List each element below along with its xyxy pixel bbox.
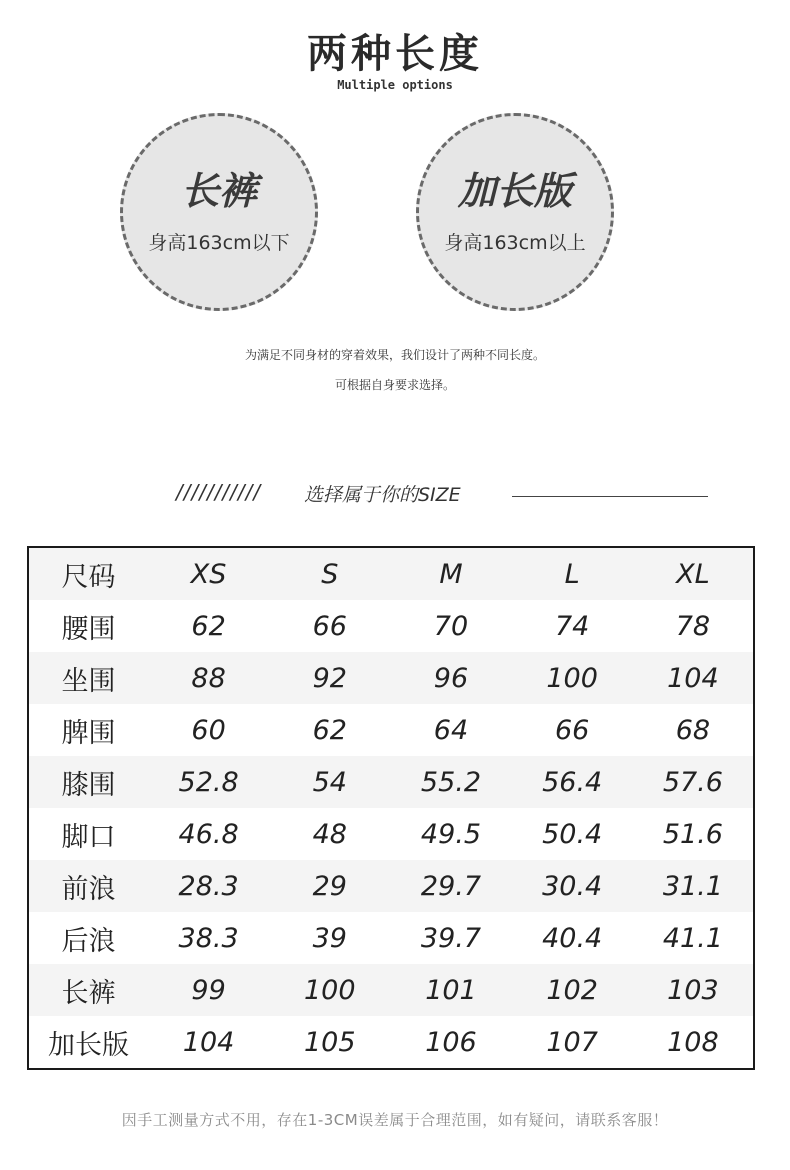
table-cell: 49.5 (420, 818, 482, 850)
table-row (28, 860, 754, 912)
option-circle-extended (416, 113, 614, 311)
table-cell: 62 (191, 610, 226, 642)
size-section-title: 选择属于你的SIZE (304, 484, 461, 506)
page-subtitle: Multiple options (337, 78, 453, 92)
table-cell: 70 (433, 610, 469, 642)
table-cell: 29.7 (390, 860, 511, 912)
option-circle-regular (120, 113, 318, 311)
table-row (28, 652, 754, 704)
table-cell: 96 (390, 652, 511, 704)
header-cell: S (269, 547, 390, 600)
table-cell: 41.1 (662, 922, 723, 954)
table-cell: 64 (433, 714, 469, 746)
row-label: 加长版 (48, 1029, 129, 1061)
header-cell: XL (633, 547, 754, 600)
table-cell: 68 (675, 714, 711, 746)
table-cell: 100 (269, 964, 390, 1016)
table-row (28, 600, 754, 652)
table-cell: 30.4 (512, 860, 633, 912)
size-table (27, 546, 755, 1070)
table-row (28, 912, 754, 964)
header-cell: XS (148, 547, 269, 600)
table-cell: 100 (512, 652, 633, 704)
table-cell: 52.8 (148, 756, 269, 808)
table-cell: 66 (312, 610, 347, 642)
table-row (28, 1016, 754, 1069)
row-label: 脚口 (61, 821, 116, 853)
table-cell: 74 (554, 610, 590, 642)
table-cell: 57.6 (633, 756, 754, 808)
table-cell: 103 (633, 964, 754, 1016)
table-cell: 99 (148, 964, 269, 1016)
decorative-slashes: /////////// (176, 480, 262, 504)
row-label: 后浪 (61, 925, 116, 957)
table-cell: 104 (182, 1026, 235, 1058)
table-cell: 54 (269, 756, 390, 808)
table-cell: 60 (191, 714, 226, 746)
table-cell: 66 (554, 714, 590, 746)
table-cell: 78 (675, 610, 711, 642)
option-name: 长裤 (180, 169, 257, 213)
table-cell: 28.3 (148, 860, 269, 912)
row-label: 脾围 (61, 717, 116, 749)
table-cell: 101 (390, 964, 511, 1016)
size-section-heading (0, 478, 790, 508)
row-label: 膝围 (28, 756, 148, 808)
table-cell: 38.3 (178, 922, 239, 954)
header-cell: 尺码 (28, 547, 148, 600)
table-cell: 105 (304, 1026, 356, 1058)
table-cell: 39.7 (420, 922, 482, 954)
page-title: 两种长度 (307, 31, 483, 77)
option-height-note: 身高163cm以上 (444, 232, 586, 254)
heading-divider (512, 496, 708, 497)
table-cell: 102 (512, 964, 633, 1016)
row-label: 长裤 (28, 964, 148, 1016)
row-label: 坐围 (28, 652, 148, 704)
header-cell: L (512, 547, 633, 600)
table-cell: 31.1 (633, 860, 754, 912)
measurement-disclaimer: 因手工测量方式不用，存在1-3CM误差属于合理范围，如有疑问，请联系客服！ (121, 1111, 669, 1129)
description-line-1: 为满足不同身材的穿着效果，我们设计了两种不同长度。 (244, 348, 545, 362)
table-cell: 56.4 (512, 756, 633, 808)
table-cell: 40.4 (542, 922, 603, 954)
table-cell: 50.4 (542, 818, 603, 850)
table-row (28, 704, 754, 756)
table-cell: 107 (546, 1026, 598, 1058)
header-cell: M (390, 547, 511, 600)
table-header-row (28, 547, 754, 600)
table-row (28, 808, 754, 860)
table-cell: 62 (312, 714, 347, 746)
table-cell: 88 (148, 652, 269, 704)
table-cell: 48 (312, 818, 347, 850)
table-cell: 92 (269, 652, 390, 704)
table-cell: 104 (633, 652, 754, 704)
table-row (28, 756, 754, 808)
option-height-note: 身高163cm以下 (148, 232, 290, 254)
table-row (28, 964, 754, 1016)
row-label: 前浪 (28, 860, 148, 912)
table-cell: 106 (425, 1026, 477, 1058)
description-line-2: 可根据自身要求选择。 (334, 378, 455, 392)
option-name: 加长版 (457, 169, 572, 213)
table-cell: 46.8 (178, 818, 239, 850)
table-cell: 108 (667, 1026, 719, 1058)
table-cell: 55.2 (390, 756, 511, 808)
table-cell: 39 (312, 922, 347, 954)
row-label: 腰围 (61, 613, 116, 645)
table-cell: 51.6 (662, 818, 723, 850)
table-cell: 29 (269, 860, 390, 912)
